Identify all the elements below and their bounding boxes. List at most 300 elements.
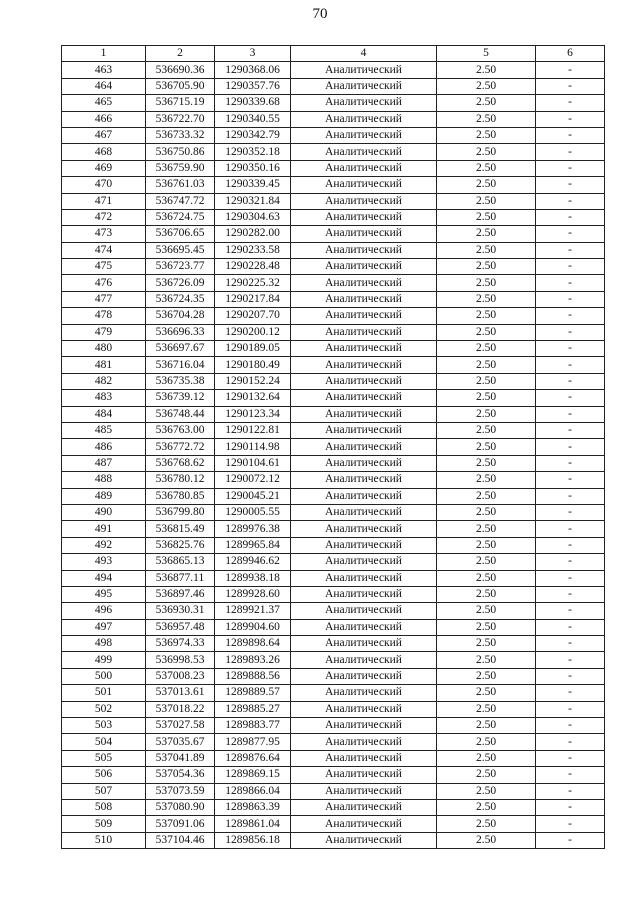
table-row (62, 586, 605, 602)
y-coordinate-cell: 1290104.61 (215, 455, 291, 471)
accuracy-cell: 2.50 (437, 488, 536, 504)
method-cell: Аналитический (291, 144, 437, 160)
x-coordinate-cell: 536815.49 (146, 521, 215, 537)
point-number-cell: 506 (62, 767, 146, 783)
point-number-cell: 481 (62, 357, 146, 373)
y-coordinate-cell: 1290339.45 (215, 177, 291, 193)
table-row (62, 226, 605, 242)
x-coordinate-cell: 536695.45 (146, 242, 215, 258)
note-cell: - (536, 521, 605, 537)
x-coordinate-cell: 536799.80 (146, 504, 215, 520)
accuracy-cell: 2.50 (437, 111, 536, 127)
x-coordinate-cell: 537035.67 (146, 734, 215, 750)
note-cell: - (536, 275, 605, 291)
y-coordinate-cell: 1290132.64 (215, 390, 291, 406)
table-row (62, 570, 605, 586)
y-coordinate-cell: 1290207.70 (215, 308, 291, 324)
accuracy-cell: 2.50 (437, 554, 536, 570)
accuracy-cell: 2.50 (437, 357, 536, 373)
point-number-cell: 463 (62, 62, 146, 78)
table-row (62, 193, 605, 209)
column-header-6: 6 (536, 46, 605, 62)
note-cell: - (536, 783, 605, 799)
x-coordinate-cell: 536761.03 (146, 177, 215, 193)
table-row (62, 259, 605, 275)
x-coordinate-cell: 536877.11 (146, 570, 215, 586)
table-row (62, 78, 605, 94)
x-coordinate-cell: 536716.04 (146, 357, 215, 373)
x-coordinate-cell: 536957.48 (146, 619, 215, 635)
column-header-4: 4 (291, 46, 437, 62)
accuracy-cell: 2.50 (437, 668, 536, 684)
point-number-cell: 464 (62, 78, 146, 94)
x-coordinate-cell: 536780.12 (146, 472, 215, 488)
method-cell: Аналитический (291, 586, 437, 602)
y-coordinate-cell: 1289885.27 (215, 701, 291, 717)
y-coordinate-cell: 1289946.62 (215, 554, 291, 570)
method-cell: Аналитический (291, 472, 437, 488)
method-cell: Аналитический (291, 652, 437, 668)
method-cell: Аналитический (291, 259, 437, 275)
table-row (62, 144, 605, 160)
method-cell: Аналитический (291, 537, 437, 553)
table-row (62, 734, 605, 750)
accuracy-cell: 2.50 (437, 259, 536, 275)
table-row (62, 750, 605, 766)
note-cell: - (536, 357, 605, 373)
table-row (62, 767, 605, 783)
table-row (62, 242, 605, 258)
y-coordinate-cell: 1289866.04 (215, 783, 291, 799)
y-coordinate-cell: 1289863.39 (215, 799, 291, 815)
y-coordinate-cell: 1290233.58 (215, 242, 291, 258)
table-row (62, 504, 605, 520)
y-coordinate-cell: 1290005.55 (215, 504, 291, 520)
x-coordinate-cell: 536715.19 (146, 95, 215, 111)
point-number-cell: 501 (62, 685, 146, 701)
accuracy-cell: 2.50 (437, 832, 536, 848)
y-coordinate-cell: 1290340.55 (215, 111, 291, 127)
coordinates-table (61, 45, 605, 849)
y-coordinate-cell: 1289965.84 (215, 537, 291, 553)
method-cell: Аналитический (291, 373, 437, 389)
x-coordinate-cell: 536772.72 (146, 439, 215, 455)
table-row (62, 373, 605, 389)
y-coordinate-cell: 1289869.15 (215, 767, 291, 783)
point-number-cell: 489 (62, 488, 146, 504)
point-number-cell: 505 (62, 750, 146, 766)
note-cell: - (536, 488, 605, 504)
method-cell: Аналитический (291, 504, 437, 520)
method-cell: Аналитический (291, 832, 437, 848)
note-cell: - (536, 127, 605, 143)
column-header-2: 2 (146, 46, 215, 62)
method-cell: Аналитический (291, 78, 437, 94)
note-cell: - (536, 308, 605, 324)
note-cell: - (536, 291, 605, 307)
x-coordinate-cell: 536726.09 (146, 275, 215, 291)
note-cell: - (536, 685, 605, 701)
point-number-cell: 466 (62, 111, 146, 127)
x-coordinate-cell: 536722.70 (146, 111, 215, 127)
accuracy-cell: 2.50 (437, 521, 536, 537)
method-cell: Аналитический (291, 439, 437, 455)
y-coordinate-cell: 1290114.98 (215, 439, 291, 455)
note-cell: - (536, 570, 605, 586)
note-cell: - (536, 767, 605, 783)
table-row (62, 636, 605, 652)
accuracy-cell: 2.50 (437, 767, 536, 783)
accuracy-cell: 2.50 (437, 701, 536, 717)
accuracy-cell: 2.50 (437, 324, 536, 340)
accuracy-cell: 2.50 (437, 799, 536, 815)
point-number-cell: 509 (62, 816, 146, 832)
accuracy-cell: 2.50 (437, 160, 536, 176)
table-row (62, 832, 605, 848)
x-coordinate-cell: 536768.62 (146, 455, 215, 471)
y-coordinate-cell: 1290180.49 (215, 357, 291, 373)
point-number-cell: 508 (62, 799, 146, 815)
table-row (62, 603, 605, 619)
point-number-cell: 467 (62, 127, 146, 143)
note-cell: - (536, 799, 605, 815)
point-number-cell: 470 (62, 177, 146, 193)
note-cell: - (536, 718, 605, 734)
x-coordinate-cell: 536747.72 (146, 193, 215, 209)
point-number-cell: 476 (62, 275, 146, 291)
y-coordinate-cell: 1290342.79 (215, 127, 291, 143)
table-row (62, 685, 605, 701)
note-cell: - (536, 144, 605, 160)
method-cell: Аналитический (291, 701, 437, 717)
table-row (62, 177, 605, 193)
method-cell: Аналитический (291, 685, 437, 701)
point-number-cell: 471 (62, 193, 146, 209)
method-cell: Аналитический (291, 570, 437, 586)
table-row (62, 488, 605, 504)
method-cell: Аналитический (291, 62, 437, 78)
point-number-cell: 482 (62, 373, 146, 389)
accuracy-cell: 2.50 (437, 78, 536, 94)
x-coordinate-cell: 536748.44 (146, 406, 215, 422)
accuracy-cell: 2.50 (437, 144, 536, 160)
accuracy-cell: 2.50 (437, 193, 536, 209)
table-body (62, 62, 605, 849)
note-cell: - (536, 406, 605, 422)
accuracy-cell: 2.50 (437, 537, 536, 553)
y-coordinate-cell: 1290225.32 (215, 275, 291, 291)
y-coordinate-cell: 1289856.18 (215, 832, 291, 848)
table-row (62, 701, 605, 717)
note-cell: - (536, 455, 605, 471)
method-cell: Аналитический (291, 406, 437, 422)
y-coordinate-cell: 1290357.76 (215, 78, 291, 94)
method-cell: Аналитический (291, 554, 437, 570)
y-coordinate-cell: 1290368.06 (215, 62, 291, 78)
table-row (62, 341, 605, 357)
point-number-cell: 510 (62, 832, 146, 848)
point-number-cell: 475 (62, 259, 146, 275)
method-cell: Аналитический (291, 275, 437, 291)
y-coordinate-cell: 1290282.00 (215, 226, 291, 242)
y-coordinate-cell: 1289889.57 (215, 685, 291, 701)
accuracy-cell: 2.50 (437, 603, 536, 619)
point-number-cell: 484 (62, 406, 146, 422)
y-coordinate-cell: 1289976.38 (215, 521, 291, 537)
point-number-cell: 479 (62, 324, 146, 340)
accuracy-cell: 2.50 (437, 718, 536, 734)
note-cell: - (536, 472, 605, 488)
x-coordinate-cell: 536724.35 (146, 291, 215, 307)
note-cell: - (536, 242, 605, 258)
point-number-cell: 469 (62, 160, 146, 176)
method-cell: Аналитический (291, 308, 437, 324)
y-coordinate-cell: 1290200.12 (215, 324, 291, 340)
method-cell: Аналитический (291, 193, 437, 209)
table-row (62, 422, 605, 438)
y-coordinate-cell: 1289928.60 (215, 586, 291, 602)
table-row (62, 718, 605, 734)
table-row (62, 291, 605, 307)
y-coordinate-cell: 1290045.21 (215, 488, 291, 504)
table-row (62, 275, 605, 291)
table-header-row (62, 46, 605, 62)
table-row (62, 62, 605, 78)
point-number-cell: 490 (62, 504, 146, 520)
y-coordinate-cell: 1290350.16 (215, 160, 291, 176)
point-number-cell: 499 (62, 652, 146, 668)
accuracy-cell: 2.50 (437, 619, 536, 635)
table-row (62, 439, 605, 455)
table-row (62, 390, 605, 406)
point-number-cell: 472 (62, 209, 146, 225)
y-coordinate-cell: 1290122.81 (215, 422, 291, 438)
note-cell: - (536, 177, 605, 193)
x-coordinate-cell: 536733.32 (146, 127, 215, 143)
x-coordinate-cell: 537073.59 (146, 783, 215, 799)
column-header-5: 5 (437, 46, 536, 62)
x-coordinate-cell: 536705.90 (146, 78, 215, 94)
table-row (62, 127, 605, 143)
note-cell: - (536, 111, 605, 127)
x-coordinate-cell: 536706.65 (146, 226, 215, 242)
table-row (62, 455, 605, 471)
method-cell: Аналитический (291, 767, 437, 783)
x-coordinate-cell: 537008.23 (146, 668, 215, 684)
method-cell: Аналитический (291, 341, 437, 357)
note-cell: - (536, 226, 605, 242)
accuracy-cell: 2.50 (437, 685, 536, 701)
x-coordinate-cell: 536897.46 (146, 586, 215, 602)
point-number-cell: 498 (62, 636, 146, 652)
note-cell: - (536, 734, 605, 750)
note-cell: - (536, 209, 605, 225)
point-number-cell: 500 (62, 668, 146, 684)
table-row (62, 406, 605, 422)
accuracy-cell: 2.50 (437, 341, 536, 357)
note-cell: - (536, 193, 605, 209)
point-number-cell: 478 (62, 308, 146, 324)
x-coordinate-cell: 537054.36 (146, 767, 215, 783)
point-number-cell: 502 (62, 701, 146, 717)
method-cell: Аналитический (291, 422, 437, 438)
note-cell: - (536, 373, 605, 389)
point-number-cell: 473 (62, 226, 146, 242)
method-cell: Аналитический (291, 734, 437, 750)
point-number-cell: 487 (62, 455, 146, 471)
x-coordinate-cell: 537018.22 (146, 701, 215, 717)
x-coordinate-cell: 536690.36 (146, 62, 215, 78)
y-coordinate-cell: 1290321.84 (215, 193, 291, 209)
point-number-cell: 483 (62, 390, 146, 406)
method-cell: Аналитический (291, 390, 437, 406)
page-number: 70 (312, 6, 328, 22)
note-cell: - (536, 62, 605, 78)
y-coordinate-cell: 1289861.04 (215, 816, 291, 832)
method-cell: Аналитический (291, 455, 437, 471)
table-row (62, 668, 605, 684)
y-coordinate-cell: 1290228.48 (215, 259, 291, 275)
table-row (62, 652, 605, 668)
y-coordinate-cell: 1290217.84 (215, 291, 291, 307)
x-coordinate-cell: 536735.38 (146, 373, 215, 389)
x-coordinate-cell: 537104.46 (146, 832, 215, 848)
point-number-cell: 493 (62, 554, 146, 570)
note-cell: - (536, 652, 605, 668)
accuracy-cell: 2.50 (437, 636, 536, 652)
x-coordinate-cell: 536930.31 (146, 603, 215, 619)
accuracy-cell: 2.50 (437, 570, 536, 586)
note-cell: - (536, 537, 605, 553)
x-coordinate-cell: 536759.90 (146, 160, 215, 176)
table-row (62, 357, 605, 373)
point-number-cell: 465 (62, 95, 146, 111)
method-cell: Аналитический (291, 799, 437, 815)
point-number-cell: 485 (62, 422, 146, 438)
y-coordinate-cell: 1289893.26 (215, 652, 291, 668)
table-row (62, 160, 605, 176)
note-cell: - (536, 586, 605, 602)
accuracy-cell: 2.50 (437, 816, 536, 832)
method-cell: Аналитический (291, 357, 437, 373)
table-row (62, 111, 605, 127)
note-cell: - (536, 701, 605, 717)
method-cell: Аналитический (291, 521, 437, 537)
note-cell: - (536, 78, 605, 94)
note-cell: - (536, 422, 605, 438)
method-cell: Аналитический (291, 324, 437, 340)
accuracy-cell: 2.50 (437, 373, 536, 389)
accuracy-cell: 2.50 (437, 406, 536, 422)
method-cell: Аналитический (291, 111, 437, 127)
table-row (62, 619, 605, 635)
method-cell: Аналитический (291, 619, 437, 635)
x-coordinate-cell: 536696.33 (146, 324, 215, 340)
y-coordinate-cell: 1289921.37 (215, 603, 291, 619)
y-coordinate-cell: 1289877.95 (215, 734, 291, 750)
method-cell: Аналитический (291, 226, 437, 242)
note-cell: - (536, 554, 605, 570)
point-number-cell: 480 (62, 341, 146, 357)
table-row (62, 95, 605, 111)
accuracy-cell: 2.50 (437, 209, 536, 225)
note-cell: - (536, 439, 605, 455)
y-coordinate-cell: 1289904.60 (215, 619, 291, 635)
method-cell: Аналитический (291, 291, 437, 307)
table-row (62, 472, 605, 488)
method-cell: Аналитический (291, 127, 437, 143)
accuracy-cell: 2.50 (437, 291, 536, 307)
point-number-cell: 497 (62, 619, 146, 635)
accuracy-cell: 2.50 (437, 62, 536, 78)
y-coordinate-cell: 1289898.64 (215, 636, 291, 652)
x-coordinate-cell: 536763.00 (146, 422, 215, 438)
note-cell: - (536, 816, 605, 832)
x-coordinate-cell: 536724.75 (146, 209, 215, 225)
table-row (62, 521, 605, 537)
note-cell: - (536, 750, 605, 766)
note-cell: - (536, 603, 605, 619)
method-cell: Аналитический (291, 488, 437, 504)
accuracy-cell: 2.50 (437, 504, 536, 520)
accuracy-cell: 2.50 (437, 750, 536, 766)
point-number-cell: 491 (62, 521, 146, 537)
point-number-cell: 477 (62, 291, 146, 307)
note-cell: - (536, 390, 605, 406)
accuracy-cell: 2.50 (437, 783, 536, 799)
accuracy-cell: 2.50 (437, 275, 536, 291)
method-cell: Аналитический (291, 718, 437, 734)
y-coordinate-cell: 1289938.18 (215, 570, 291, 586)
note-cell: - (536, 95, 605, 111)
point-number-cell: 492 (62, 537, 146, 553)
y-coordinate-cell: 1290152.24 (215, 373, 291, 389)
accuracy-cell: 2.50 (437, 390, 536, 406)
method-cell: Аналитический (291, 95, 437, 111)
y-coordinate-cell: 1290304.63 (215, 209, 291, 225)
method-cell: Аналитический (291, 668, 437, 684)
y-coordinate-cell: 1290339.68 (215, 95, 291, 111)
accuracy-cell: 2.50 (437, 472, 536, 488)
method-cell: Аналитический (291, 177, 437, 193)
point-number-cell: 504 (62, 734, 146, 750)
method-cell: Аналитический (291, 603, 437, 619)
point-number-cell: 494 (62, 570, 146, 586)
method-cell: Аналитический (291, 209, 437, 225)
table-row (62, 554, 605, 570)
x-coordinate-cell: 537091.06 (146, 816, 215, 832)
accuracy-cell: 2.50 (437, 422, 536, 438)
accuracy-cell: 2.50 (437, 242, 536, 258)
point-number-cell: 496 (62, 603, 146, 619)
x-coordinate-cell: 537080.90 (146, 799, 215, 815)
table-row (62, 308, 605, 324)
point-number-cell: 507 (62, 783, 146, 799)
table-row (62, 799, 605, 815)
note-cell: - (536, 619, 605, 635)
y-coordinate-cell: 1289876.64 (215, 750, 291, 766)
accuracy-cell: 2.50 (437, 177, 536, 193)
accuracy-cell: 2.50 (437, 586, 536, 602)
note-cell: - (536, 341, 605, 357)
y-coordinate-cell: 1289888.56 (215, 668, 291, 684)
y-coordinate-cell: 1290123.34 (215, 406, 291, 422)
x-coordinate-cell: 536974.33 (146, 636, 215, 652)
method-cell: Аналитический (291, 816, 437, 832)
accuracy-cell: 2.50 (437, 127, 536, 143)
method-cell: Аналитический (291, 783, 437, 799)
accuracy-cell: 2.50 (437, 455, 536, 471)
